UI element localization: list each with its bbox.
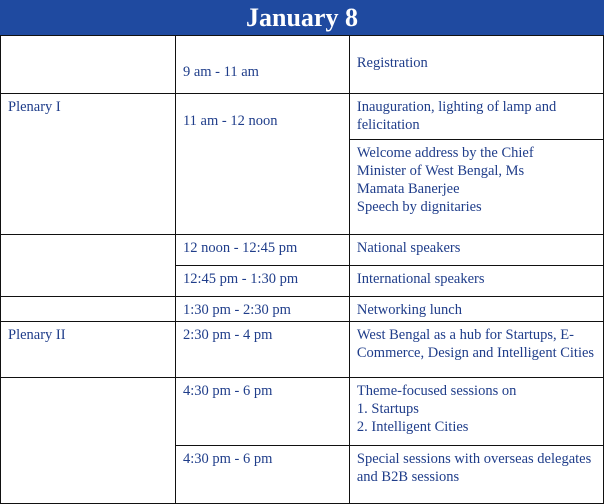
event-line: 1. Startups [356, 401, 419, 417]
event-cell: Special sessions with overseas delegates and B2B sessions [349, 446, 603, 504]
session-cell [1, 297, 176, 322]
table-row [1, 322, 604, 378]
time-cell: 1:30 pm - 2:30 pm [175, 297, 349, 322]
session-cell [1, 235, 176, 297]
event-cell [349, 378, 603, 446]
session-cell: Plenary I [1, 94, 176, 235]
session-cell [1, 378, 176, 504]
session-cell [1, 36, 176, 94]
table-row [1, 36, 604, 94]
event-cell: Inauguration, lighting of lamp and felicitation [349, 94, 603, 140]
event-cell: International speakers [349, 266, 603, 297]
event-line: Welcome address by the Chief [356, 145, 534, 161]
event-cell: National speakers [349, 235, 603, 266]
event-cell: West Bengal as a hub for Startups, E-Commerce, Design and Intelligent Cities [349, 322, 603, 378]
time-cell: 12 noon - 12:45 pm [175, 235, 349, 266]
table-row [1, 378, 604, 446]
event-line: Theme-focused sessions on [356, 383, 517, 399]
time-cell: 2:30 pm - 4 pm [175, 322, 349, 378]
event-line: 2. Intelligent Cities [356, 419, 469, 435]
event-cell: Networking lunch [349, 297, 603, 322]
time-cell: 11 am - 12 noon [175, 94, 349, 235]
page-title: January 8 [0, 0, 604, 35]
time-cell: 12:45 pm - 1:30 pm [175, 266, 349, 297]
session-cell: Plenary II [1, 322, 176, 378]
table-row [1, 297, 604, 322]
event-cell [349, 140, 603, 235]
time-cell: 9 am - 11 am [175, 36, 349, 94]
event-line: Minister of West Bengal, Ms [356, 163, 525, 179]
table-row [1, 235, 604, 266]
time-cell: 4:30 pm - 6 pm [175, 378, 349, 446]
event-line: Speech by dignitaries [356, 199, 482, 215]
time-cell: 4:30 pm - 6 pm [175, 446, 349, 504]
table-row [1, 94, 604, 140]
event-cell: Registration [349, 36, 603, 94]
event-line: Mamata Banerjee [356, 181, 460, 197]
schedule-table [0, 35, 604, 504]
